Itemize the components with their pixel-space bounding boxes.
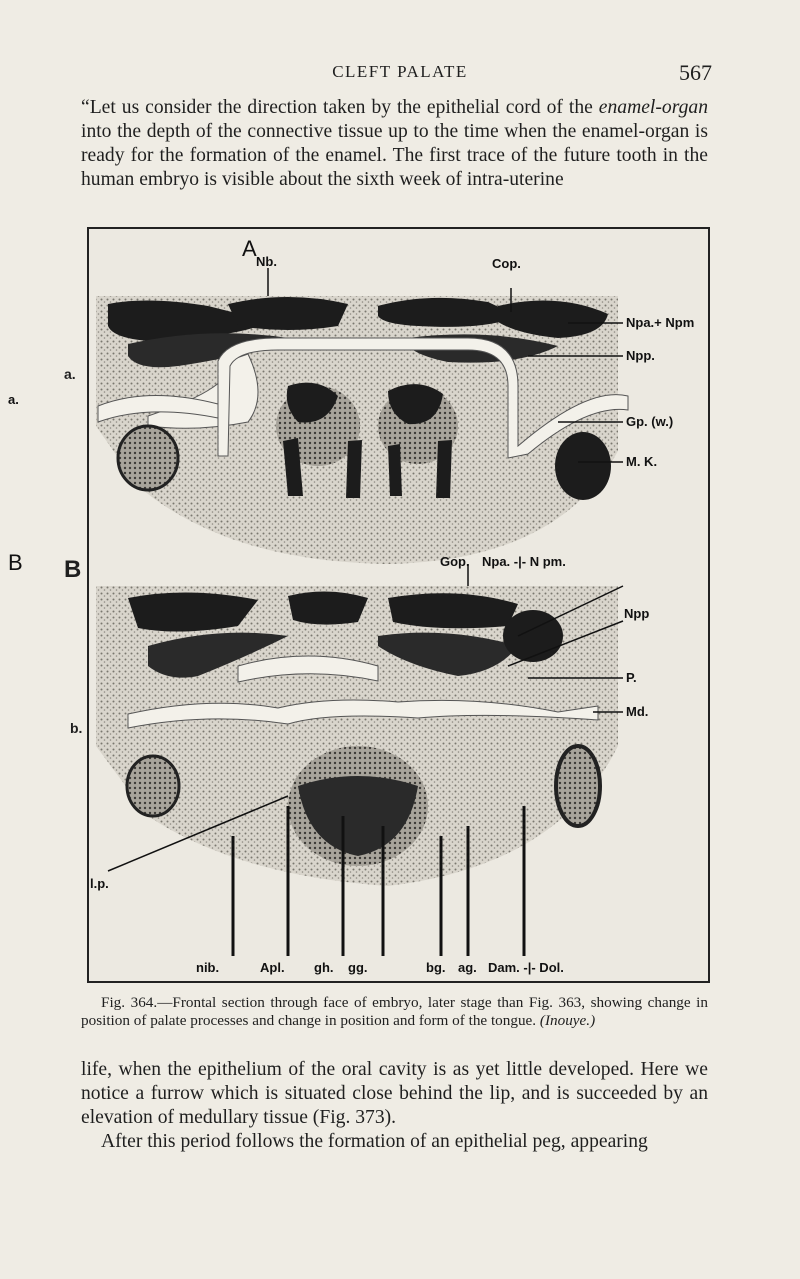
- label-mk: M. K.: [626, 454, 658, 469]
- panel-b-letter: B: [64, 556, 82, 583]
- histology-figure: [8, 226, 709, 984]
- side-label-a: a.: [64, 366, 76, 382]
- paragraph-text: into the depth of the connective tissue up to the time when the enamel-organ is ready for the formation of the enamel. The first trace of the future tooth in the human embryo is visible about the sixth week of intra-uterine: [81, 121, 708, 190]
- body-text-top: [81, 96, 708, 192]
- label-gh: gh.: [314, 960, 334, 975]
- label-apl: Apl.: [260, 960, 285, 975]
- label-npp-b: Npp: [624, 606, 650, 621]
- label-ag: ag.: [458, 960, 477, 975]
- label-npp: Npp.: [626, 348, 655, 363]
- label-bg: bg.: [426, 960, 446, 975]
- label-dam-dol: Dam. -|- Dol.: [488, 960, 564, 975]
- label-lp: l.p.: [90, 876, 109, 891]
- side-label-b: b.: [70, 720, 83, 736]
- running-title: CLEFT PALATE: [332, 62, 468, 81]
- caption-lead: Fig. 364.: [101, 994, 158, 1011]
- label-gp-w: Gp. (w.): [626, 414, 674, 429]
- label-npa-npm: Npa.+ Npm: [626, 315, 695, 330]
- label-md: Md.: [626, 704, 649, 719]
- panel-a-title: A: [242, 236, 257, 261]
- panel-b-title: B: [8, 550, 23, 575]
- label-gg: gg.: [348, 960, 368, 975]
- paragraph: After this period follows the formation of an epithelial peg, appearing: [101, 1131, 648, 1152]
- term-enamel-organ: enamel-organ: [598, 97, 708, 118]
- page-header: [0, 62, 800, 92]
- paragraph: [81, 96, 708, 192]
- caption-text: [81, 994, 708, 1030]
- figure-364: [8, 226, 709, 984]
- figure-caption: [81, 994, 708, 1030]
- paragraph: life, when the epithelium of the oral cavity is as yet little developed. Here we notice a furrow which is situated close behind the lip, and is succeeded by an elevation of medullary tissue (Fig. 373).: [81, 1059, 708, 1128]
- page-number: 567: [679, 60, 712, 85]
- caption-body: —Frontal section through face of embryo, later stage than Fig. 363, showing change in position of palate processes and change in position and form of the tongue.: [81, 994, 708, 1029]
- paragraph-text: “Let us consider the direction taken by the epithelial cord of the: [81, 97, 599, 118]
- label-gop: Gop.: [440, 554, 470, 569]
- label-nb: Nb.: [256, 254, 277, 269]
- body-text-bottom: [81, 1058, 708, 1154]
- label-nib: nib.: [196, 960, 220, 975]
- caption-credit: (Inouye.): [539, 1012, 596, 1029]
- side-label-a: a.: [8, 392, 19, 407]
- label-cop: Cop.: [492, 256, 521, 271]
- label-p: P.: [626, 670, 637, 685]
- label-npa-npm-b: Npa. -|- N pm.: [482, 554, 566, 569]
